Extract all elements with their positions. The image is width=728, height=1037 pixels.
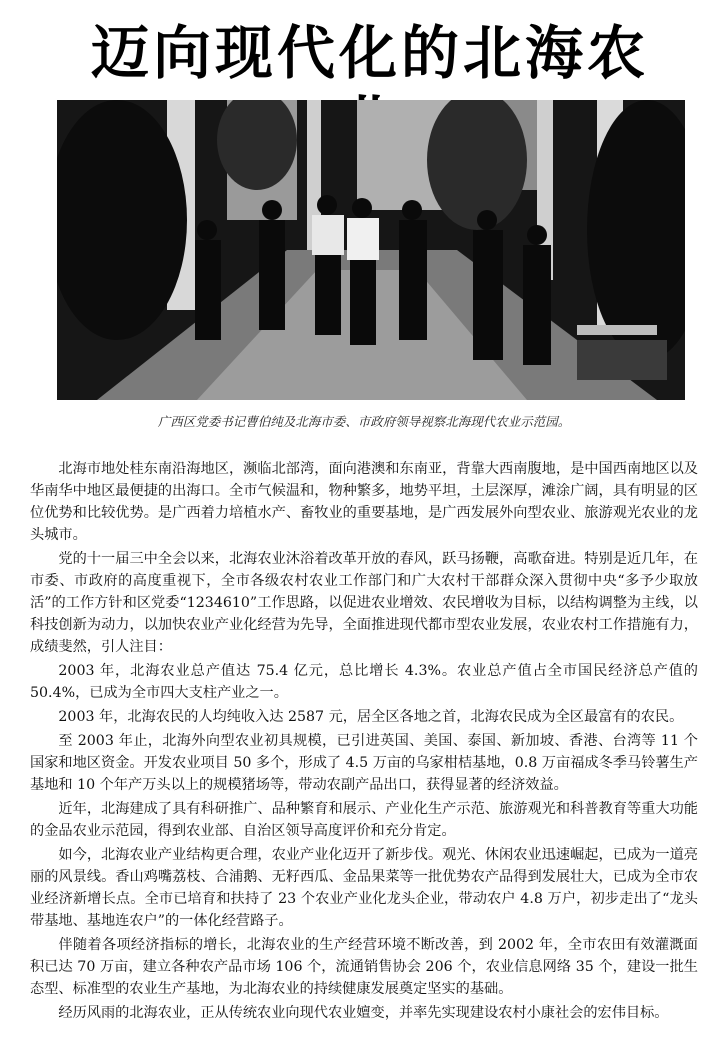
paragraph-6: 近年，北海建成了具有科研推广、品种繁育和展示、产业化生产示范、旅游观光和科普教育等重大功能的金品农业示范园，得到农业部、自治区领导高度评价和充分肯定。 [30,801,698,839]
paragraph-4: 2003 年，北海农民的人均纯收入达 2587 元，居全区各地之首，北海农民成为全区最富有的农民。 [58,709,684,725]
paragraph-2: 党的十一届三中全会以来，北海农业沐浴着改革开放的春风，跃马扬鞭，高歌奋进。特别是近几年，在市委、市政府的高度重视下，全市各级农村农业工作部门和广大农村干部群众深入贯彻中央“多予少取放活”的工作方针和区党委“1234610”工作思路，以促进农业增效、农民增收为目标，以结构调整为主线，以科技创新为动力，以加快农业产业化经营为先导，全面推进现代都市型农业发展，农业农村工作措施有力，成绩斐然，引人注目： [30,551,698,655]
paragraph-7: 如今，北海农业产业结构更合理，农业产业化迈开了新步伐。观光、休闲农业迅速崛起，已成为一道亮丽的风景线。香山鸡嘴荔枝、合浦鹅、无籽西瓜、金品果菜等一批优势农产品得到发展壮大，已成为全市农业经济新增长点。全市已培育和扶持了 23 个农业产业化龙头企业，带动农户 4.8 万户，初步走出了“龙头带基地、基地连农户”的一体化经营路子。 [30,847,698,929]
paragraph-5: 至 2003 年止，北海外向型农业初具规模，已引进英国、美国、泰国、新加坡、香港、台湾等 11 个国家和地区资金。开发农业项目 50 多个，形成了 4.5 万亩的乌家柑桔基地，0.8 万亩福成冬季马铃薯生产基地和 10 个年产万头以上的规模猪场等，带动农副产品出口，获得显著的经济效益。 [30,733,698,793]
article-body [30,458,698,1026]
photo-caption: 广西区党委书记曹伯纯及北海市委、市政府领导视察北海现代农业示范园。 [157,414,571,429]
inspection-photo [57,100,685,400]
paragraph-1: 北海市地处桂东南沿海地区，濒临北部湾，面向港澳和东南亚，背靠大西南腹地，是中国西南地区以及华南华中地区最便捷的出海口。全市气候温和，物种繁多，地势平坦，土层深厚，滩涂广阔，具有明显的区位优势和比较优势。是广西着力培植水产、畜牧业的重要基地，是广西发展外向型农业、旅游观光农业的龙头城市。 [30,461,698,543]
paragraph-9: 经历风雨的北海农业，正从传统农业向现代农业嬗变，并率先实现建设农村小康社会的宏伟目标。 [58,1005,669,1021]
photo-illustration [57,100,685,400]
paragraph-3: 2003 年，北海农业总产值达 75.4 亿元，总比增长 4.3%。农业总产值占全市国民经济总产值的 50.4%，已成为全市四大支柱产业之一。 [30,663,698,701]
page-title: 迈向现代化的北海农 [90,19,649,87]
paragraph-8: 伴随着各项经济指标的增长，北海农业的生产经营环境不断改善，到 2002 年，全市农田有效灌溉面积已达 70 万亩，建立各种农产品市场 106 个，流通销售协会 206 个，农业信息网络 35 个，建设一批生态型、标准型的农业生产基地，为北海农业的持续健康发展奠定坚实的基础。 [30,937,698,997]
